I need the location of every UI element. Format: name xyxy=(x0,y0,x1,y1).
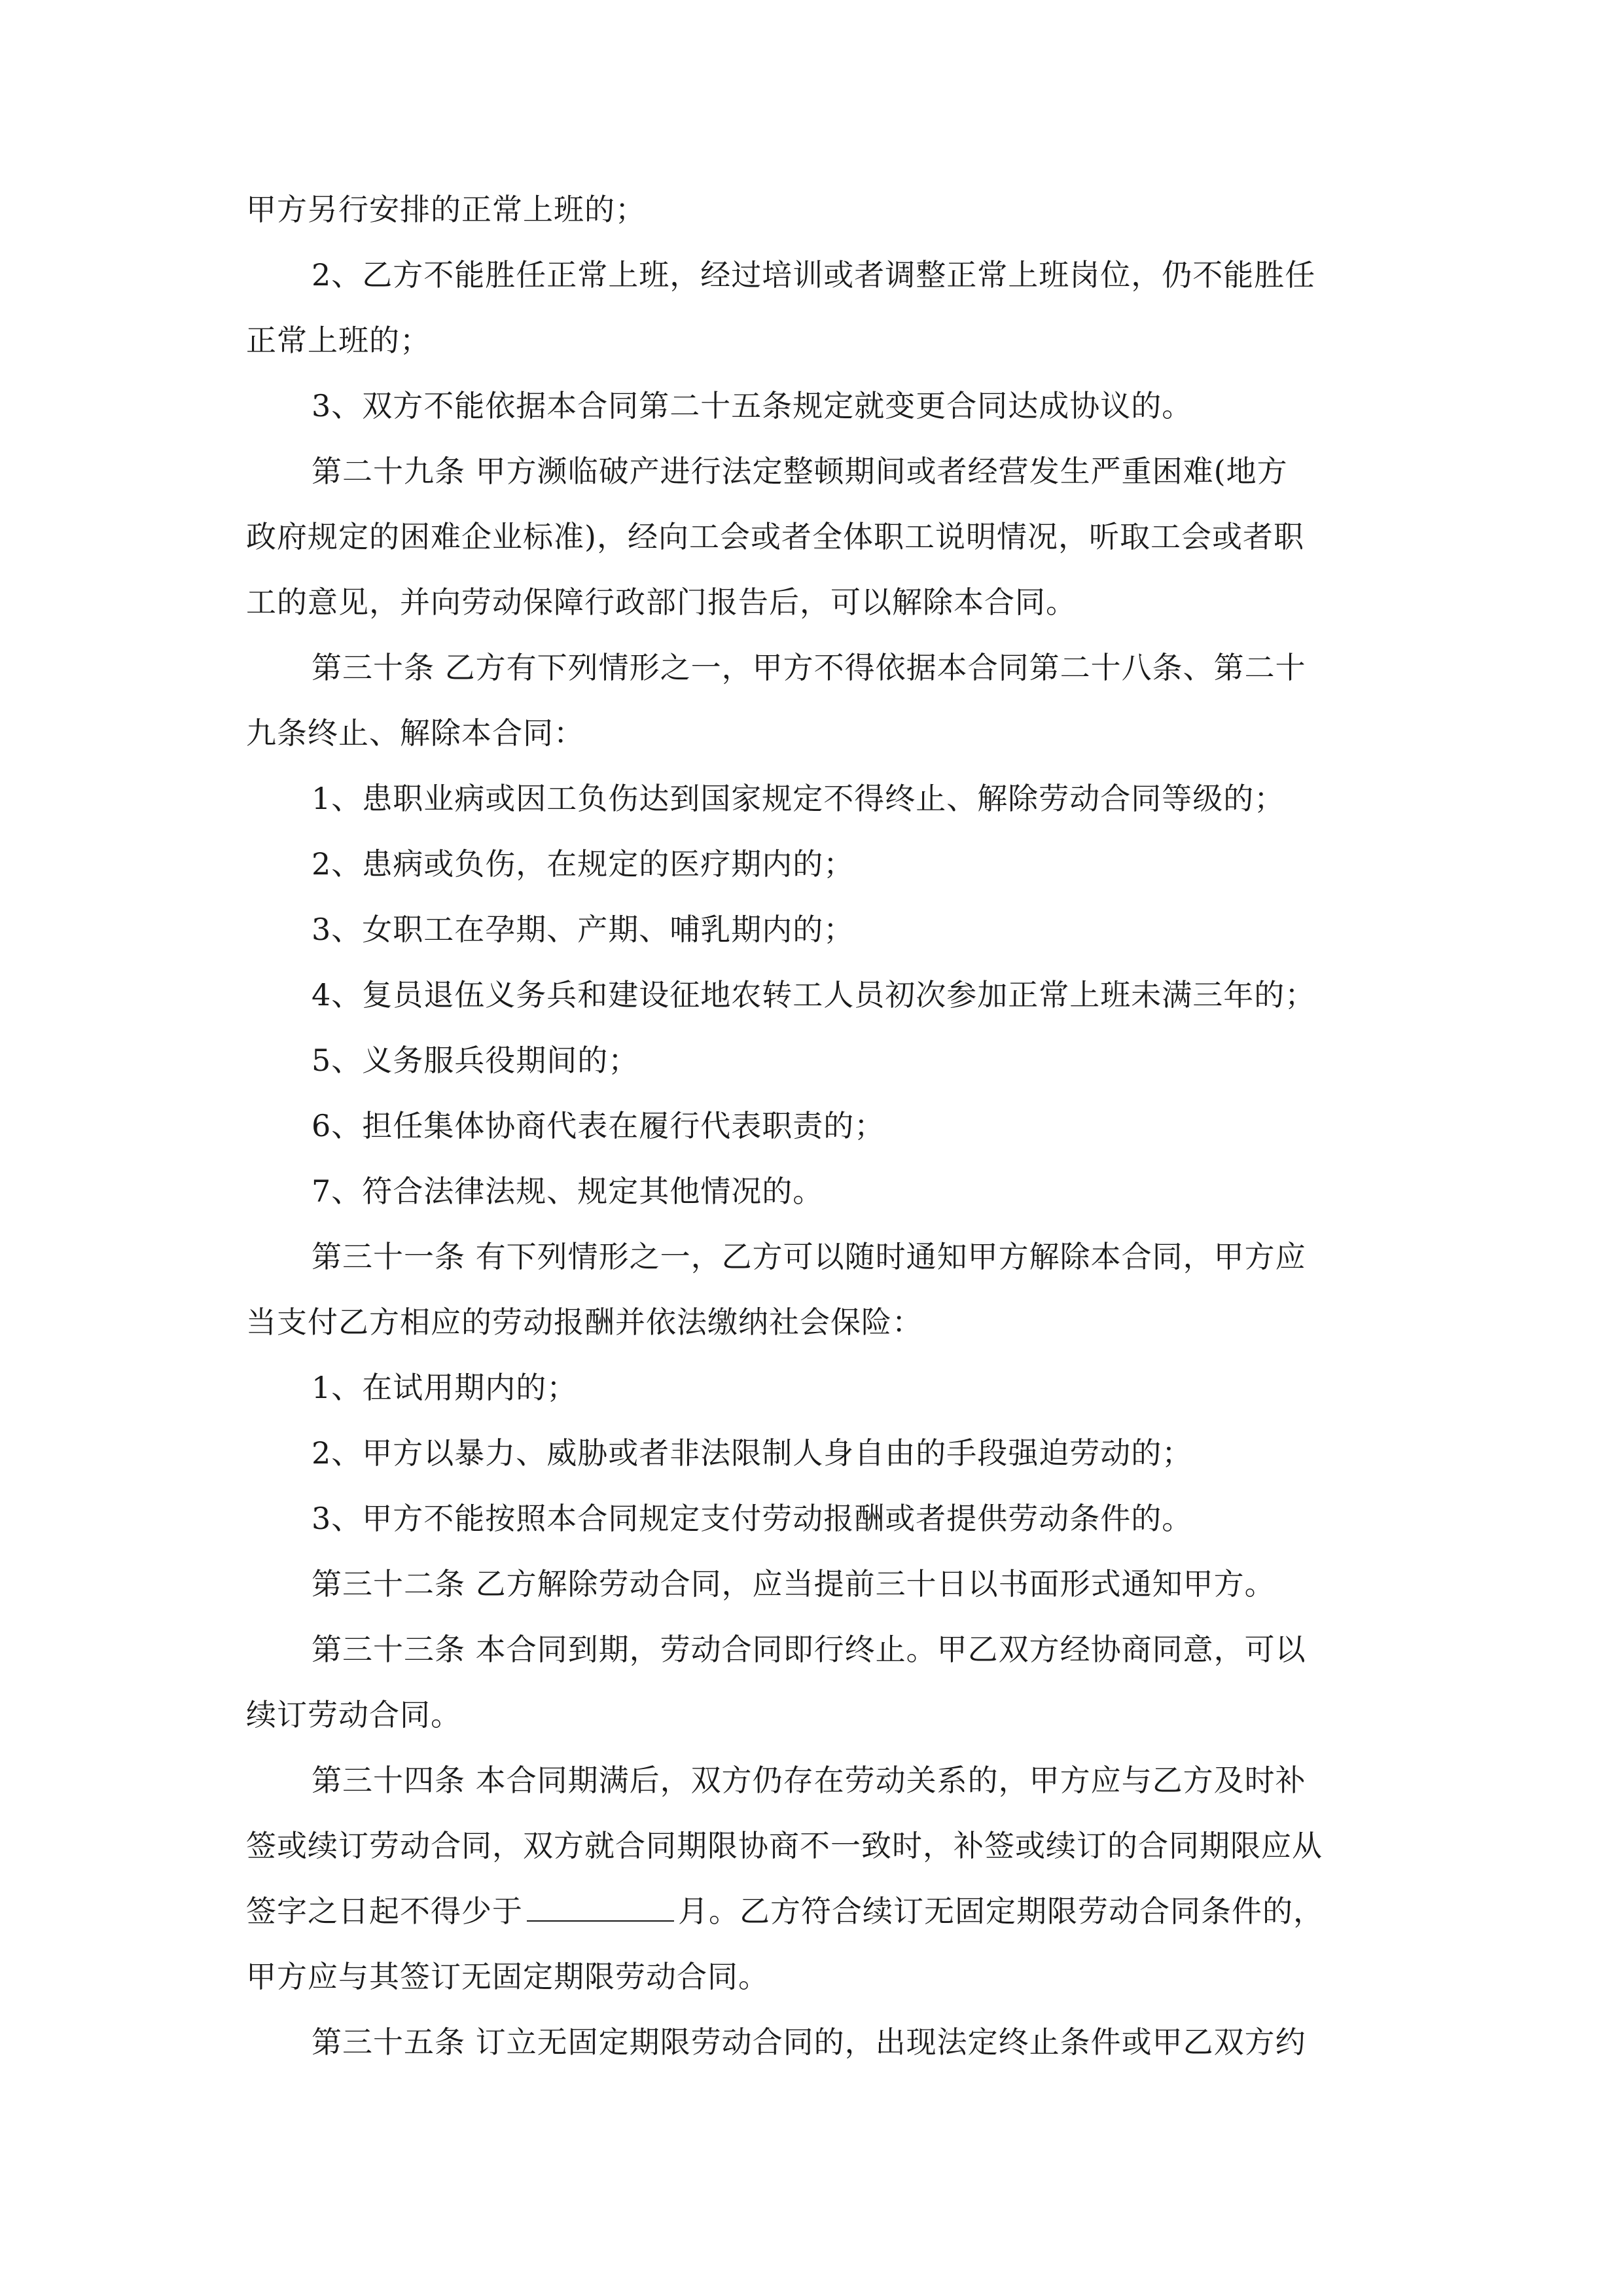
text-line: 3、甲方不能按照本合同规定支付劳动报酬或者提供劳动条件的。 xyxy=(312,1501,1193,1536)
text-line: 6、担任集体协商代表在履行代表职责的； xyxy=(312,1108,885,1143)
text-line: 第三十二条 乙方解除劳动合同，应当提前三十日以书面形式通知甲方。 xyxy=(312,1566,1275,1602)
text-line: 九条终止、解除本合同： xyxy=(246,715,584,751)
text-line: 5、义务服兵役期间的； xyxy=(312,1043,639,1078)
fill-in-blank[interactable] xyxy=(527,1894,674,1922)
text-line: 甲方应与其签订无固定期限劳动合同。 xyxy=(246,1959,769,1994)
contract-body-tail xyxy=(246,1944,1378,2075)
text-line: 第三十四条 本合同期满后，双方仍存在劳动关系的，甲方应与乙方及时补 xyxy=(312,1763,1306,1798)
blank-line-after: 月。乙方符合续订无固定期限劳动合同条件的， xyxy=(678,1893,1324,1929)
blank-line-before: 签字之日起不得少于 xyxy=(246,1893,523,1929)
text-line: 第三十三条 本合同到期，劳动合同即行终止。甲乙双方经协商同意，可以 xyxy=(312,1632,1306,1667)
text-line: 甲方另行安排的正常上班的； xyxy=(246,192,646,227)
text-line: 第二十九条 甲方濒临破产进行法定整顿期间或者经营发生严重困难(地方 xyxy=(312,454,1288,489)
text-line: 3、双方不能依据本合同第二十五条规定就变更合同达成协议的。 xyxy=(312,388,1193,423)
text-line: 2、患病或负伤，在规定的医疗期内的； xyxy=(312,846,855,882)
text-line: 第三十一条 有下列情形之一，乙方可以随时通知甲方解除本合同，甲方应 xyxy=(312,1239,1306,1274)
text-line: 当支付乙方相应的劳动报酬并依法缴纳社会保险： xyxy=(246,1304,923,1340)
text-line: 签或续订劳动合同，双方就合同期限协商不一致时，补签或续订的合同期限应从 xyxy=(246,1828,1323,1863)
text-line: 4、复员退伍义务兵和建设征地农转工人员初次参加正常上班未满三年的； xyxy=(312,977,1316,1013)
text-line: 工的意见，并向劳动保障行政部门报告后，可以解除本合同。 xyxy=(246,584,1077,620)
text-line: 1、在试用期内的； xyxy=(312,1370,578,1405)
text-line: 第三十条 乙方有下列情形之一，甲方不得依据本合同第二十八条、第二十 xyxy=(312,650,1306,685)
contract-page xyxy=(246,177,1378,2075)
text-line: 政府规定的困难企业标准)，经向工会或者全体职工说明情况，听取工会或者职 xyxy=(246,519,1304,554)
text-line: 第三十五条 订立无固定期限劳动合同的，出现法定终止条件或甲乙双方约 xyxy=(312,2024,1306,2060)
text-line: 7、符合法律法规、规定其他情况的。 xyxy=(312,1174,824,1209)
text-line: 1、患职业病或因工负伤达到国家规定不得终止、解除劳动合同等级的； xyxy=(312,781,1285,816)
text-line: 续订劳动合同。 xyxy=(246,1697,461,1732)
text-line: 正常上班的； xyxy=(246,323,431,358)
text-line-with-blank xyxy=(246,1878,1378,1944)
text-line: 2、甲方以暴力、威胁或者非法限制人身自由的手段强迫劳动的； xyxy=(312,1435,1193,1471)
text-line: 2、乙方不能胜任正常上班，经过培训或者调整正常上班岗位，仍不能胜任 xyxy=(312,257,1316,293)
text-line: 3、女职工在孕期、产期、哺乳期内的； xyxy=(312,912,855,947)
contract-body xyxy=(246,177,1378,1878)
